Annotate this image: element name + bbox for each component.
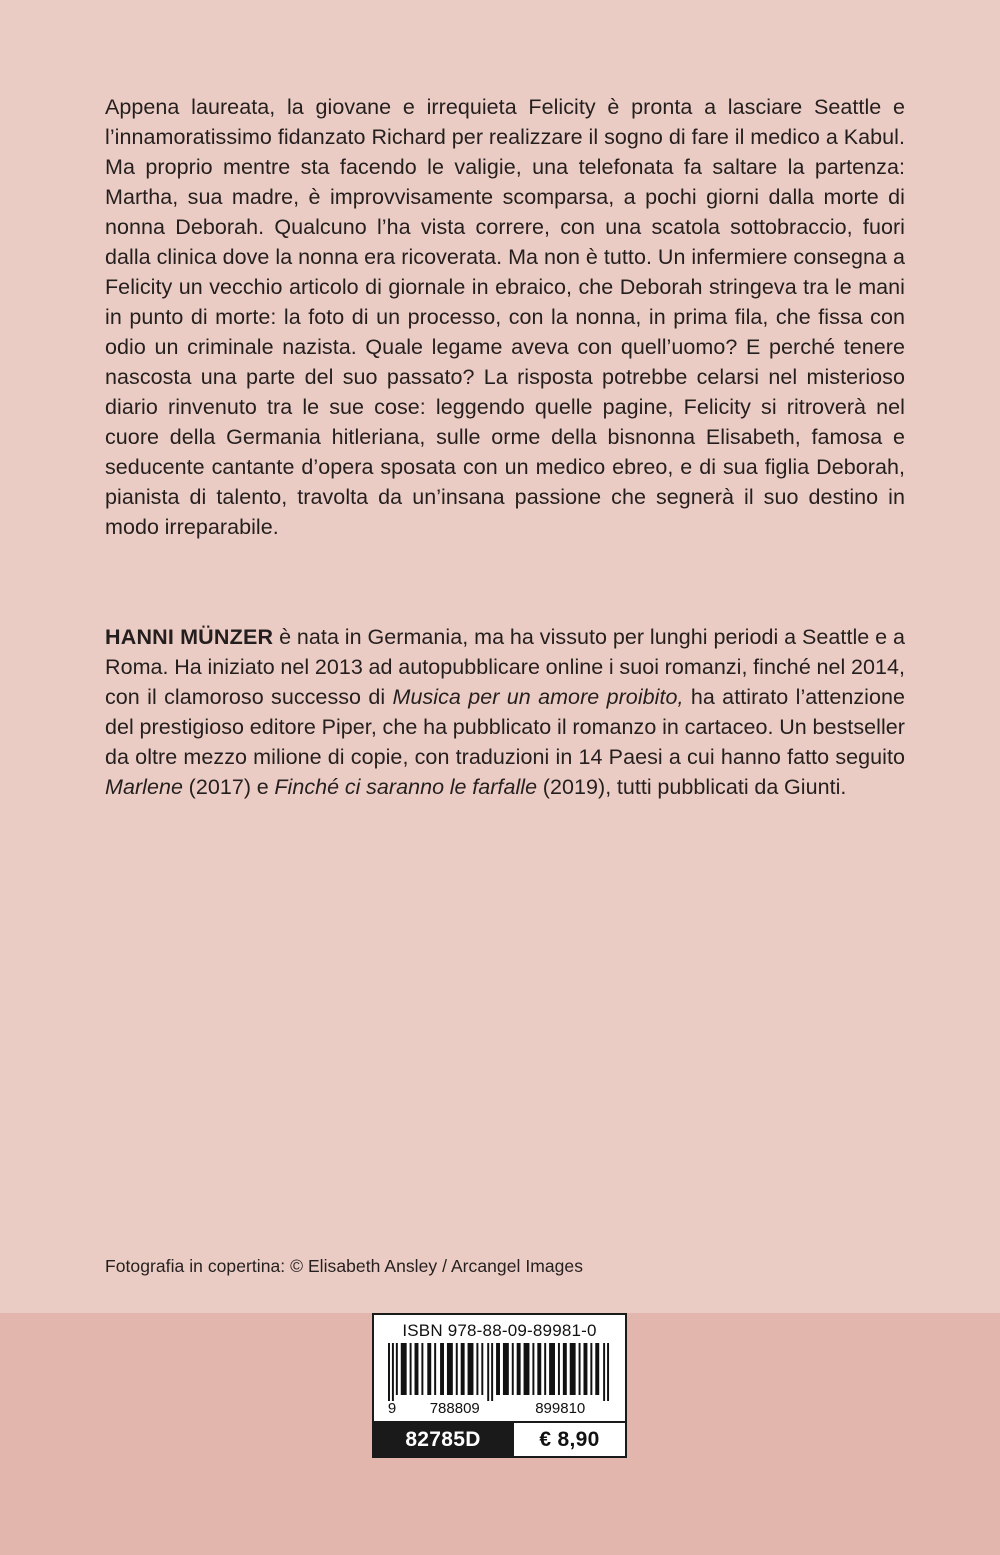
author-bio-part-3: (2017) e <box>183 775 275 799</box>
ean-left-group: 788809 <box>429 1400 480 1417</box>
isbn-label: ISBN 978-88-09-89981-0 <box>402 1321 597 1340</box>
book-title-musica-per-un-amore-proibito: Musica per un amore proibito, <box>392 685 684 709</box>
ean-lead-digit: 9 <box>387 1400 397 1417</box>
author-bio-part-2: ha attirato l’attenzione del prestigioso editore Piper, che ha pubblicato il romanzo in cartaceo. Un bestseller da oltre mezzo milione di copie, con traduzioni in 14 Paesi a cui hanno fatto seguito <box>105 685 905 769</box>
code-price-row <box>374 1421 625 1456</box>
barcode-block <box>372 1313 627 1458</box>
barcode-bars-container <box>374 1343 625 1401</box>
author-bio <box>105 622 905 802</box>
ean13-barcode-icon <box>388 1343 611 1401</box>
book-blurb: Appena laureata, la giovane e irrequieta Felicity è pronta a lasciare Seattle e l’innamoratissimo fidanzato Richard per realizzare il sogno di fare il medico a Kabul. Ma proprio mentre sta facendo le valigie, una telefonata fa saltare la partenza: Martha, sua madre, è improvvisamente scomparsa, a pochi giorni dalla morte di nonna Deborah. Qualcuno l’ha vista correre, con una scatola sottobraccio, fuori dalla clinica dove la nonna era ricoverata. Ma non è tutto. Un infermiere consegna a Felicity un vecchio articolo di giornale in ebraico, che Deborah stringeva tra le mani in punto di morte: la foto di un processo, con la nonna, in prima fila, che fissa con odio un criminale nazista. Quale legame aveva con quell’uomo? E perché tenere nascosta una parte del suo passato? La risposta potrebbe celarsi nel misterioso diario rinvenuto tra le sue cose: leggendo quelle pagine, Felicity si ritroverà nel cuore della Germania hitleriana, sulle orme della bisnonna Elisabeth, famosa e seducente cantante d’opera sposata con un medico ebreo, e di sua figlia Deborah, pianista di talento, travolta da un’insana passione che segnerà il suo destino in modo irreparabile. <box>105 95 905 539</box>
author-bio-part-4: (2019), tutti pubblicati da Giunti. <box>537 775 847 799</box>
price-label: € 8,90 <box>512 1423 625 1456</box>
photo-credit: Fotografia in copertina: © Elisabeth Ansley / Arcangel Images <box>105 1256 584 1276</box>
ean13-digits <box>374 1401 625 1421</box>
book-title-finche-ci-saranno-le-farfalle: Finché ci saranno le farfalle <box>274 775 538 799</box>
author-bio-part-1: è nata in Germania, ma ha vissuto per lunghi periodi a Seattle e a Roma. Ha iniziato nel 2013 ad autopubblicare online i suoi romanzi, finché nel 2014, con il clamoroso successo di <box>105 625 905 709</box>
author-name: HANNI MÜNZER <box>105 625 274 649</box>
product-code: 82785D <box>374 1423 512 1456</box>
ean-right-group: 899810 <box>535 1400 586 1417</box>
book-title-marlene: Marlene <box>105 775 184 799</box>
